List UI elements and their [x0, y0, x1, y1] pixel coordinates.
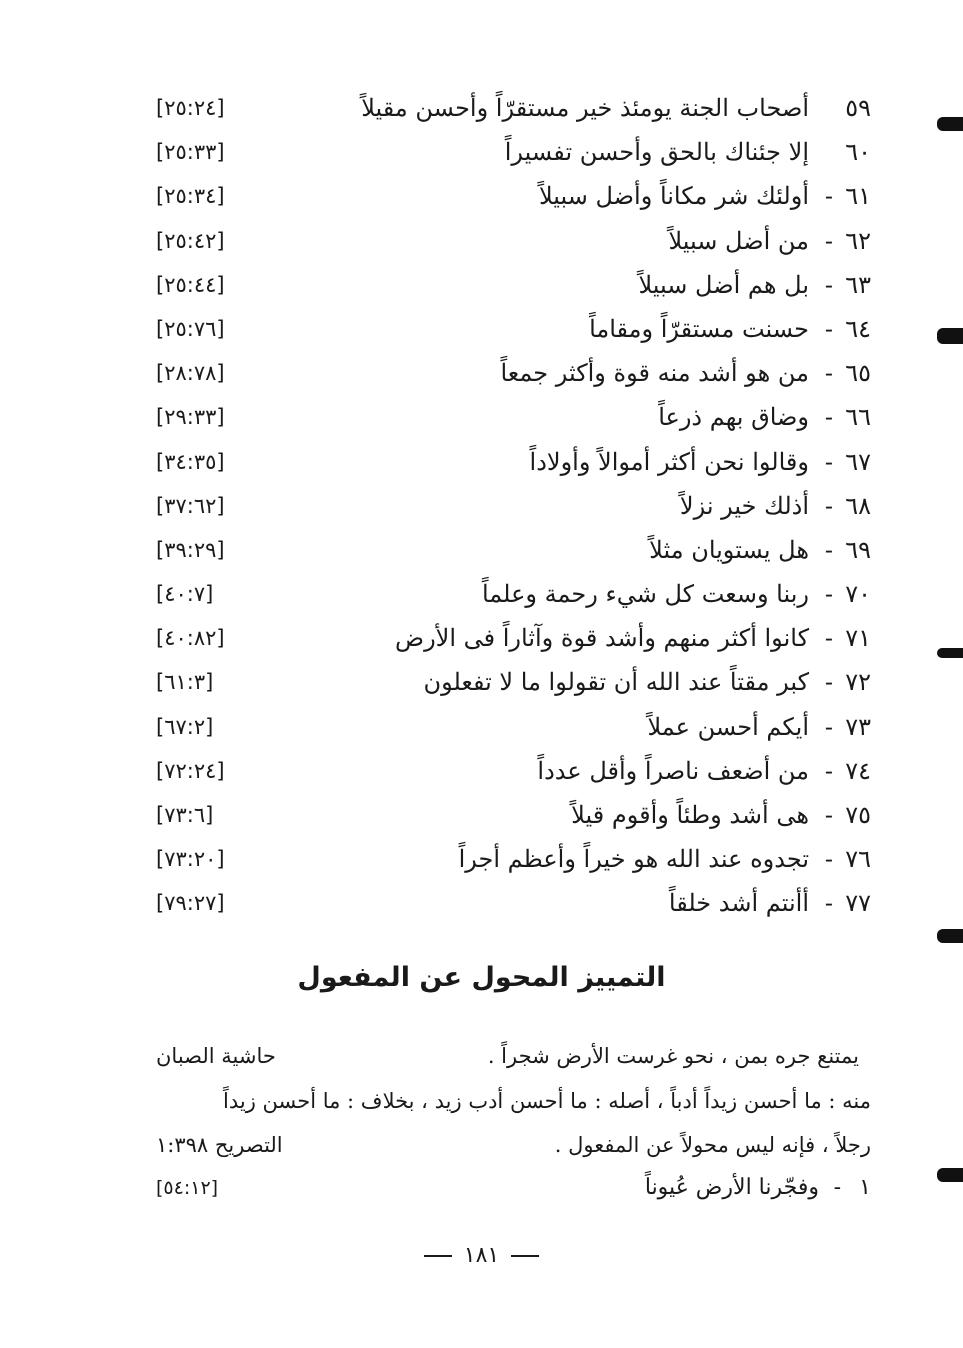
note-line — [156, 1034, 871, 1078]
list-item — [156, 572, 871, 616]
list-item — [156, 660, 871, 704]
page-number-value: ١٨١ — [463, 1243, 500, 1268]
scan-edge-mark — [937, 648, 963, 658]
entry-text: من أضعف ناصراً وأقل عدداً — [537, 756, 809, 785]
entry-dash: - — [824, 314, 833, 343]
entry-number: ٦٠ — [845, 138, 871, 167]
entry-dash: - — [824, 668, 833, 697]
scan-edge-mark — [937, 328, 963, 344]
list-item — [156, 440, 871, 484]
entry-dash: - — [824, 624, 833, 653]
entry-text: هل يستويان مثلاً — [649, 535, 809, 564]
entry-number: ٦٩ — [845, 535, 871, 564]
note-line — [156, 1123, 871, 1167]
quran-examples-list — [156, 86, 871, 926]
page-number-rule — [511, 1255, 539, 1257]
entry-text: وضاق بهم ذرعاً — [658, 403, 809, 432]
list-item — [156, 881, 871, 925]
example-entry — [156, 1166, 871, 1210]
entry-text: وقالوا نحن أكثر أموالاً وأولاداً — [529, 447, 809, 476]
entry-text: حسنت مستقرّاً ومقاماً — [589, 314, 809, 343]
list-item — [156, 174, 871, 218]
entry-text: أأنتم أشد خلقاً — [668, 889, 809, 918]
entry-dash: - — [824, 580, 833, 609]
list-item — [156, 307, 871, 351]
section-heading: التمييز المحول عن المفعول — [297, 962, 666, 993]
entry-reference: [٧٣:٢٠] — [156, 847, 225, 872]
entry-text: هى أشد وطئاً وأقوم قيلاً — [571, 801, 809, 829]
entry-number: ٧٧ — [845, 889, 871, 918]
list-item — [156, 837, 871, 881]
entry-dash: - — [824, 712, 833, 741]
entry-text: كانوا أكثر منهم وأشد قوة وآثاراً فى الأرض — [395, 624, 809, 653]
entry-dash: - — [824, 491, 833, 520]
entry-reference: [٦١:٣] — [156, 670, 214, 695]
entry-reference: [٢٨:٧٨] — [156, 361, 225, 386]
entry-text: كبر مقتاً عند الله أن تقولوا ما لا تفعلون — [423, 668, 809, 697]
note-line — [156, 1079, 871, 1123]
page-number — [0, 1240, 963, 1272]
entry-reference: [٢٥:٧٦] — [156, 316, 225, 341]
entry-text: تجدوه عند الله هو خيراً وأعظم أجراً — [458, 845, 809, 874]
list-item — [156, 793, 871, 837]
entry-number: ٧٠ — [845, 580, 871, 609]
entry-number: ٦٤ — [845, 314, 871, 343]
list-item — [156, 705, 871, 749]
entry-number: ٧١ — [845, 624, 871, 653]
entry-number: ٧٦ — [845, 845, 871, 874]
entry-reference: [٦٧:٢] — [156, 714, 214, 739]
entry-text: من هو أشد منه قوة وأكثر جمعاً — [500, 359, 809, 388]
entry-dash: - — [824, 226, 833, 255]
entry-number: ٧٢ — [845, 668, 871, 697]
note-text: منه : ما أحسن زيداً أدباً ، أصله : ما أحسن أدب زيد ، بخلاف : ما أحسن زيداً — [223, 1089, 871, 1113]
entry-number: ١ — [859, 1175, 871, 1200]
entry-number: ٦٧ — [845, 447, 871, 476]
scan-edge-mark — [937, 1168, 963, 1182]
entry-text: ربنا وسعت كل شيء رحمة وعلماً — [481, 580, 809, 609]
entry-dash: - — [824, 845, 833, 874]
entry-reference: [٤٠:٧] — [156, 582, 214, 607]
entry-number: ٦٦ — [845, 403, 871, 432]
entry-dash: - — [824, 889, 833, 918]
note-source: حاشية الصبان — [156, 1044, 276, 1068]
entry-text: من أضل سبيلاً — [668, 226, 809, 255]
entry-dash: - — [824, 270, 833, 299]
list-item — [156, 395, 871, 439]
entry-reference: [٣٩:٢٩] — [156, 537, 225, 562]
entry-text: أيكم أحسن عملاً — [647, 712, 809, 741]
entry-text: إلا جئناك بالحق وأحسن تفسيراً — [504, 138, 809, 167]
entry-reference: [٣٧:٦٢] — [156, 493, 225, 518]
list-item — [156, 130, 871, 174]
list-item — [156, 263, 871, 307]
page-number-rule — [424, 1255, 452, 1257]
entry-number: ٦٢ — [845, 226, 871, 255]
entry-number: ٧٥ — [845, 801, 871, 829]
entry-reference: [٢٥:٣٣] — [156, 140, 225, 165]
entry-reference: [٥٤:١٢] — [156, 1177, 219, 1199]
entry-number: ٦١ — [845, 182, 871, 211]
list-item — [156, 351, 871, 395]
entry-reference: [٧٩:٢٧] — [156, 891, 225, 916]
list-item — [156, 616, 871, 660]
entry-dash: - — [824, 801, 833, 829]
entry-dash: - — [824, 447, 833, 476]
list-item — [156, 528, 871, 572]
entry-text: بل هم أضل سبيلاً — [638, 270, 809, 299]
entry-reference: [٧٢:٢٤] — [156, 758, 225, 783]
entry-number: ٦٣ — [845, 270, 871, 299]
list-item — [156, 749, 871, 793]
entry-dash: - — [824, 535, 833, 564]
entry-reference: [٢٥:٢٤] — [156, 96, 225, 120]
entry-reference: [٧٣:٦] — [156, 803, 214, 827]
entry-reference: [٢٩:٣٣] — [156, 405, 225, 430]
scan-edge-mark — [937, 117, 963, 131]
entry-text: أصحاب الجنة يومئذ خير مستقرّاً وأحسن مقيلاً — [361, 94, 809, 122]
entry-text: أذلك خير نزلاً — [679, 491, 809, 520]
entry-reference: [٣٤:٣٥] — [156, 449, 225, 474]
note-text: رجلاً ، فإنه ليس محولاً عن المفعول . — [554, 1133, 871, 1157]
note-source: التصريح ١:٣٩٨ — [156, 1133, 283, 1157]
scan-edge-mark — [937, 929, 963, 943]
entry-reference: [٢٥:٤٤] — [156, 272, 225, 297]
note-text: يمتنع جره بمن ، نحو غرست الأرض شجراً . — [487, 1044, 859, 1068]
list-item — [156, 86, 871, 130]
entry-number: ٦٥ — [845, 359, 871, 388]
entry-number: ٧٤ — [845, 756, 871, 785]
entry-dash: - — [824, 756, 833, 785]
entry-reference: [٢٥:٤٢] — [156, 228, 225, 253]
entry-reference: [٤٠:٨٢] — [156, 626, 225, 651]
entry-text: وفجّرنا الأرض عُيوناً — [644, 1175, 819, 1200]
entry-number: ٦٨ — [845, 491, 871, 520]
entry-dash: - — [824, 403, 833, 432]
entry-number: ٧٣ — [845, 712, 871, 741]
entry-dash: - — [833, 1175, 841, 1200]
entry-dash: - — [824, 182, 833, 211]
entry-dash: - — [824, 359, 833, 388]
entry-number: ٥٩ — [845, 94, 871, 122]
list-item — [156, 219, 871, 263]
entry-text: أولئك شر مكاناً وأضل سبيلاً — [538, 182, 809, 211]
entry-reference: [٢٥:٣٤] — [156, 184, 225, 209]
list-item — [156, 484, 871, 528]
